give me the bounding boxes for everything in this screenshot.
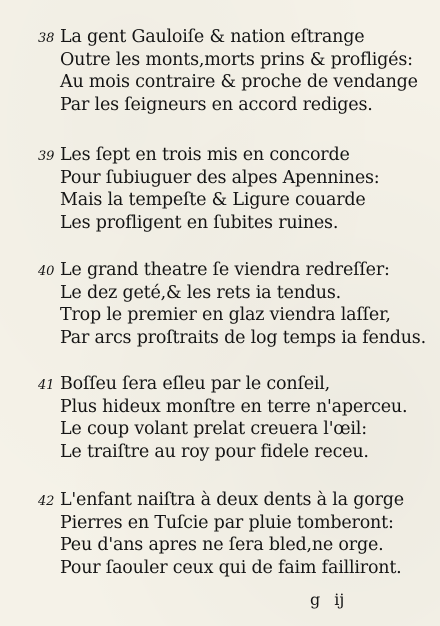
quatrain-number: 39 xyxy=(38,149,55,164)
verse-line xyxy=(38,442,418,465)
quatrain-number: 42 xyxy=(38,494,55,509)
quatrain-number: 38 xyxy=(38,31,55,46)
verse-text: Le dez geté,& les rets ia tendus. xyxy=(60,282,341,303)
signature-numeral: ij xyxy=(334,590,345,609)
signature-mark xyxy=(310,590,344,609)
verse-line xyxy=(38,260,418,283)
verse-text: Par les ſeigneurs en accord rediges. xyxy=(60,94,373,115)
verse-line xyxy=(38,283,418,306)
verse-line xyxy=(38,513,418,536)
verse-text: Les profligent en ſubites ruines. xyxy=(60,212,339,233)
quatrain-41 xyxy=(38,374,418,464)
verse-line xyxy=(38,190,418,213)
verse-line xyxy=(38,374,418,397)
verse-text: Pour ſaouler ceux qui de faim failliront. xyxy=(60,557,402,578)
verse-line xyxy=(38,95,418,118)
verse-line xyxy=(38,50,418,73)
verse-text: Le grand theatre ſe viendra redreſſer: xyxy=(60,260,390,280)
verse-line xyxy=(38,213,418,236)
verse-text: La gent Gauloiſe & nation eſtrange xyxy=(60,27,365,47)
verse-line xyxy=(38,558,418,581)
verse-line xyxy=(38,305,418,328)
verse-text: Pierres en Tuſcie par pluie tomberont: xyxy=(60,512,394,533)
verse-text: Outre les monts,morts prins & profligés: xyxy=(60,49,413,70)
quatrain-40 xyxy=(38,260,426,350)
verse-line xyxy=(38,327,426,351)
verse-text: Plus hideux monſtre en terre n'aperceu. xyxy=(60,396,408,417)
verse-text: Boſſeu ſera eſleu par le conſeil, xyxy=(60,374,331,394)
verse-text: Mais la tempeſte & Ligure couarde xyxy=(60,190,366,210)
quatrain-number: 40 xyxy=(38,264,55,279)
quatrain-number: 41 xyxy=(38,378,55,393)
verse-text: Pour ſubiuguer des alpes Apennines: xyxy=(60,167,380,188)
verse-line xyxy=(38,397,418,420)
verse-text: Au mois contraire & proche de vendange xyxy=(60,72,418,92)
verse-text: Trop le premier en glaz viendra laſſer, xyxy=(60,305,391,325)
verse-text: Peu d'ans apres ne ſera bled,ne orge. xyxy=(60,535,384,555)
quatrain-42 xyxy=(38,490,418,580)
verse-text: Par arcs proſtraits de log temps ia fendus. xyxy=(60,327,426,348)
verse-text: Le traiſtre au roy pour fidele receu. xyxy=(60,441,369,462)
verse-text: Le coup volant prelat creuera l'œil: xyxy=(60,419,367,439)
quatrain-38 xyxy=(38,27,418,117)
verse-line xyxy=(38,72,418,95)
signature-letter: g xyxy=(310,590,321,609)
verse-line xyxy=(38,419,418,442)
verse-text: L'enfant naiſtra à deux dents à la gorge xyxy=(60,490,404,510)
verse-line xyxy=(38,27,418,50)
verse-line xyxy=(38,168,418,191)
verse-line xyxy=(38,145,418,168)
verse-line xyxy=(38,490,418,513)
quatrain-39 xyxy=(38,145,418,235)
verse-text: Les ſept en trois mis en concorde xyxy=(60,145,350,165)
verse-line xyxy=(38,535,418,558)
